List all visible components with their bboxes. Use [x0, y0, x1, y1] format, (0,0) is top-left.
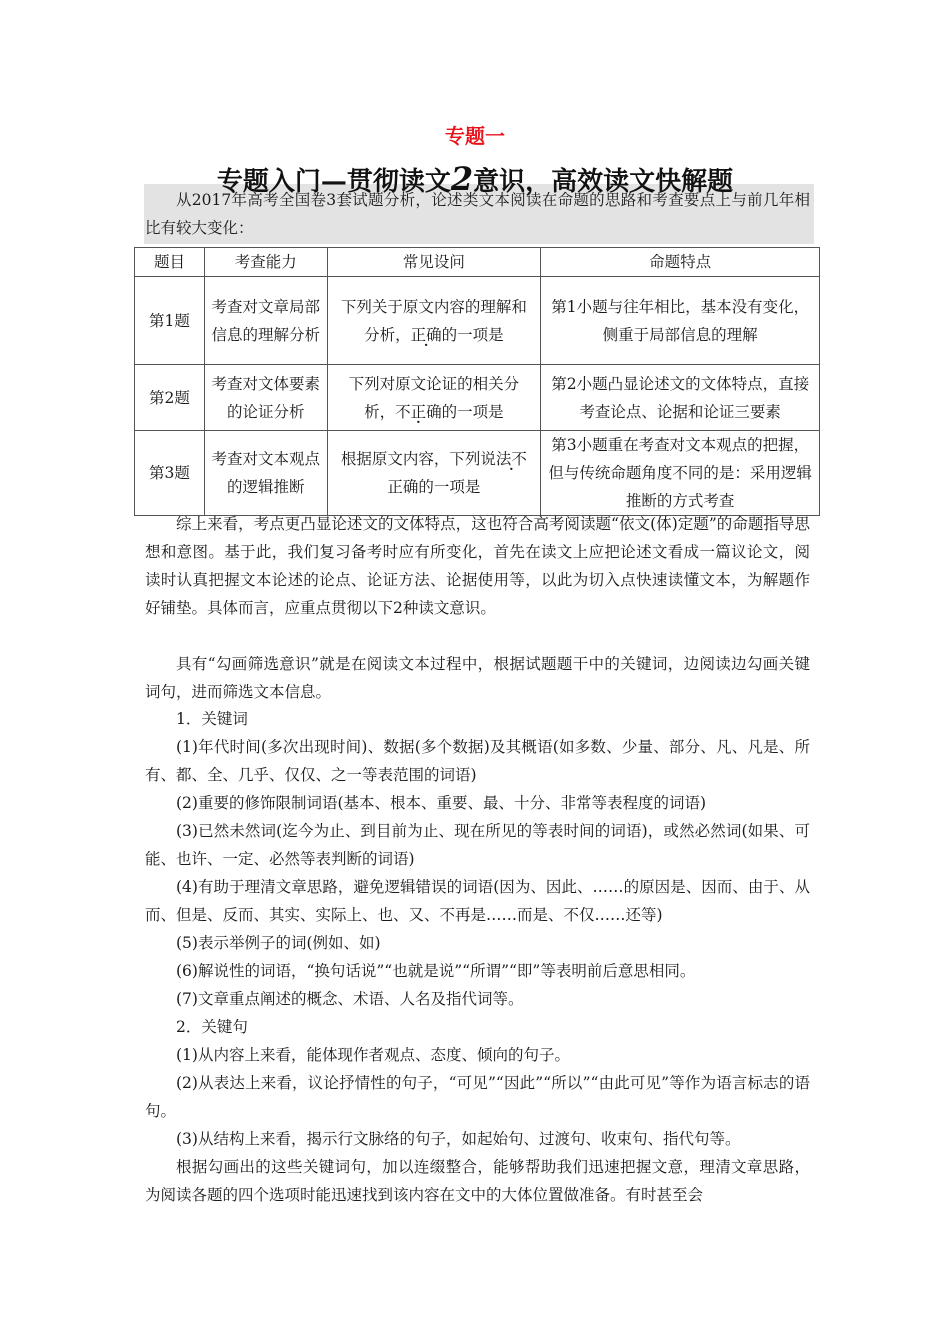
question-text: 下列关于原文内容的理解和分析， — [340, 297, 527, 344]
question-text-end: 的一项是 — [441, 402, 504, 421]
table-row — [135, 365, 820, 431]
cell-feature: 第2小题凸显论述文的文体特点，直接考查论点、论据和论证三要素 — [541, 365, 820, 431]
keyword-item: (3)已然未然词(迄今为止、到目前为止、现在所见的等表时间的词语)，或然必然词(如果、可能、也许、一定、必然等表判断的词语) — [145, 822, 810, 868]
cell-feature: 第1小题与往年相比，基本没有变化，侧重于局部信息的理解 — [541, 277, 820, 365]
cell-ability: 考查对文章局部信息的理解分析 — [204, 277, 327, 365]
key-sentence-item: (2)从表达上来看，议论抒情性的句子，“可见”“因此”“所以”“由此可见”等作为语言标志的语句。 — [145, 1074, 810, 1120]
question-text: 下列对原文论证的相关分析， — [348, 374, 520, 421]
table-row — [135, 277, 820, 365]
question-text-end: 的一项是 — [441, 325, 504, 344]
subject-heading: 专题一 — [445, 124, 505, 148]
cell-ability: 考查对文体要素的论证分析 — [204, 365, 327, 431]
table-row — [135, 431, 820, 516]
key-sentences-heading: 2．关键句 — [176, 1018, 248, 1036]
keyword-item: (2)重要的修饰限制词语(基本、根本、重要、最、十分、非常等表程度的词语) — [176, 794, 707, 812]
key-sentence-item: (1)从内容上来看，能体现作者观点、态度、倾向的句子。 — [176, 1046, 570, 1064]
intro-paragraph: 从2017年高考全国卷3套试题分析，论述类文本阅读在命题的思路和考查要点上与前几年相比有较大变化： — [145, 191, 810, 237]
cell-item: 第3题 — [135, 431, 205, 516]
question-text: 根据原文内容，下列说法 — [340, 450, 512, 468]
key-sentence-item: (3)从结构上来看，揭示行文脉络的句子，如起始句、过渡句、收束句、指代句等。 — [176, 1130, 741, 1148]
header-question: 常见设问 — [327, 248, 541, 277]
header-feature: 命题特点 — [541, 248, 820, 277]
title-number: 2 — [450, 160, 474, 198]
header-ability: 考查能力 — [204, 248, 327, 277]
cell-ability: 考查对文本观点的逻辑推断 — [204, 431, 327, 516]
cell-item: 第2题 — [135, 365, 205, 431]
keyword-item: (4)有助于理清文章思路，避免逻辑错误的词语(因为、因此、……的原因是、因而、由于、从而、但是、反而、其实、实际上、也、又、不再是……而是、不仅……还等) — [145, 878, 810, 924]
summary-paragraph: 综上来看，考点更凸显论述文的文体特点，这也符合高考阅读题“依文(体)定题”的命题指导思想和意图。基于此，我们复习备考时应有所变化，首先在读文上应把论述文看成一篇议论文，阅读时认真把握文本论述的论点、论证方法、论据使用等，以此为切入点快速读懂文本，为解题作好铺垫。具体而言，应重点贯彻以下2种读文意识。 — [145, 515, 810, 617]
emphasis-word: 不正确 · — [387, 450, 527, 496]
keyword-item: (5)表示举例子的词(例如、如) — [176, 934, 381, 952]
cell-item: 第1题 — [135, 277, 205, 365]
table-header-row — [135, 248, 820, 277]
keyword-item: (1)年代时间(多次出现时间)、数据(多个数据)及其概语(如多数、少量、部分、凡、凡是、所有、都、全、几乎、仅仅、之一等表范围的词语) — [145, 738, 810, 784]
cell-feature: 第3小题重在考查对文本观点的把握，但与传统命题角度不同的是：采用逻辑推断的方式考查 — [541, 431, 820, 516]
question-table — [134, 247, 820, 516]
title-part-2: 意识，高效读文快解题 — [473, 167, 734, 197]
awareness-paragraph: 具有“勾画筛选意识”就是在阅读文本过程中，根据试题题干中的关键词，边阅读边勾画关键词句，进而筛选文本信息。 — [145, 655, 810, 701]
keyword-item: (6)解说性的词语，“换句话说”“也就是说”“所谓”“即”等表明前后意思相同。 — [176, 962, 696, 980]
keyword-item: (7)文章重点阐述的概念、术语、人名及指代词等。 — [176, 990, 524, 1008]
cell-question — [327, 431, 541, 516]
title-part-1: 专题入门—贯彻读文 — [216, 167, 451, 197]
header-item: 题目 — [135, 248, 205, 277]
emphasis-word: 不正确 — [395, 402, 442, 421]
closing-paragraph: 根据勾画出的这些关键词句，加以连缀整合，能够帮助我们迅速把握文意，理清文章思路，为阅读各题的四个选项时能迅速找到该内容在文中的大体位置做准备。有时甚至会 — [145, 1158, 810, 1204]
question-text-end: 的一项是 — [418, 478, 481, 496]
keywords-heading: 1．关键词 — [176, 710, 248, 728]
emphasis-word: 正确 — [410, 325, 442, 344]
cell-question — [327, 365, 541, 431]
cell-question — [327, 277, 541, 365]
